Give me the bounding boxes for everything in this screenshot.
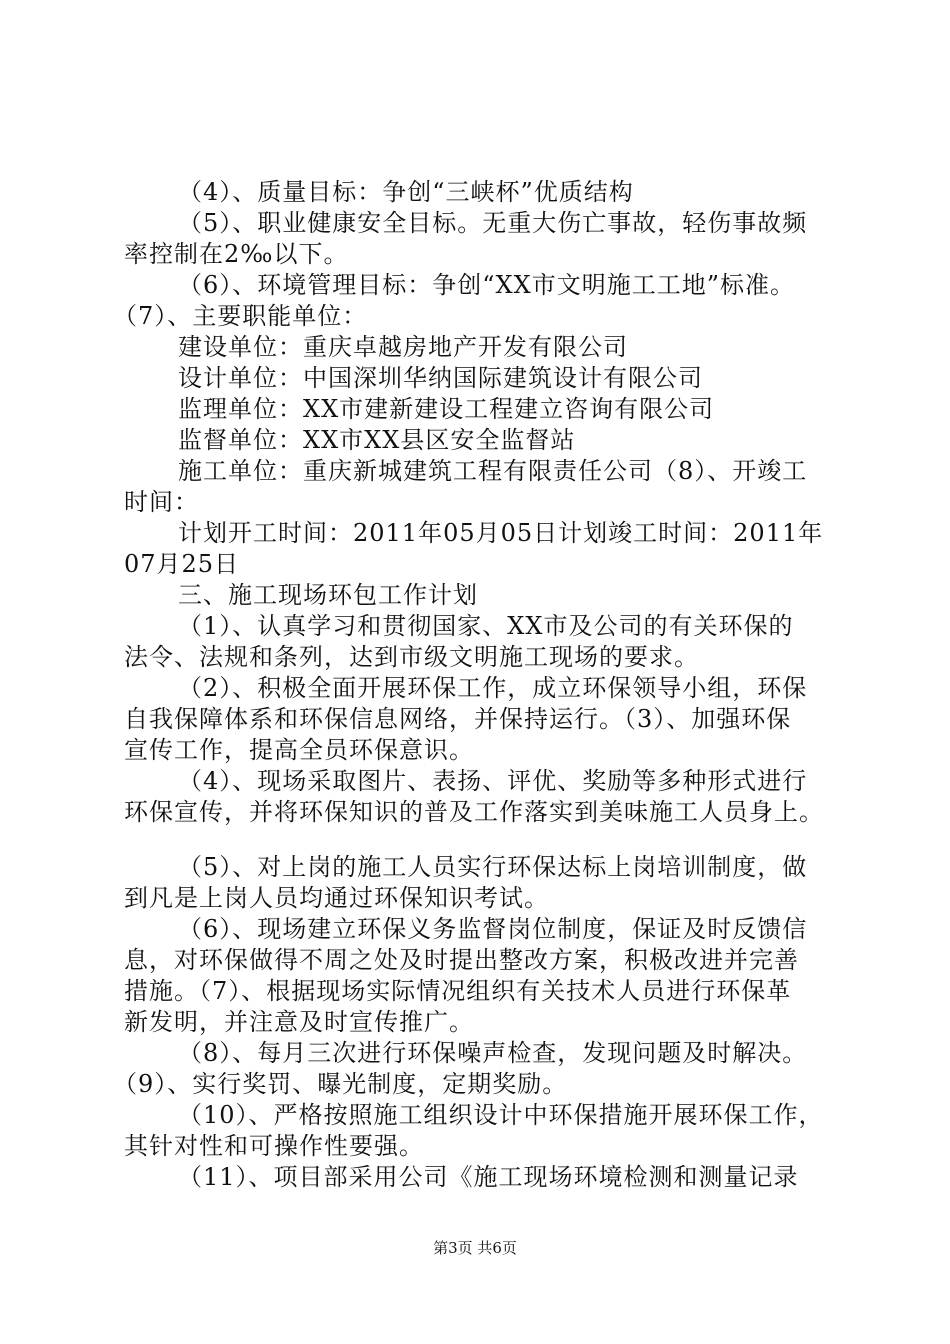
paragraph-line: 其针对性和可操作性要强。 — [124, 1132, 424, 1160]
paragraph-line: （2）、积极全面开展环保工作，成立环保领导小组，环保 — [178, 674, 808, 702]
paragraph-line: 法令、法规和条列，达到市级文明施工现场的要求。 — [124, 643, 699, 671]
paragraph-line: 自我保障体系和环保信息网络，并保持运行。（3）、加强环保 — [124, 705, 792, 733]
paragraph-line: 环保宣传，并将环保知识的普及工作落实到美味施工人员身上。 — [124, 798, 824, 826]
paragraph-line: 宣传工作，提高全员环保意识。 — [124, 736, 474, 764]
section-heading: 三、施工现场环包工作计划 — [178, 581, 478, 609]
paragraph-line: （6）、环境管理目标：争创“XX市文明施工工地”标准。 — [178, 271, 795, 299]
paragraph-line: 息，对环保做得不周之处及时提出整改方案，积极改进并完善 — [124, 946, 799, 974]
paragraph-line: 设计单位：中国深圳华纳国际建筑设计有限公司 — [178, 364, 703, 392]
paragraph-line: （9）、实行奖罚、曝光制度，定期奖励。 — [113, 1070, 568, 1098]
paragraph-line: 施工单位：重庆新城建筑工程有限责任公司（8）、开竣工 — [178, 457, 808, 485]
paragraph-line: （11）、项目部采用公司《施工现场环境检测和测量记录 — [178, 1163, 799, 1191]
paragraph-line: 新发明，并注意及时宣传推广。 — [124, 1008, 474, 1036]
paragraph-line: （5）、对上岗的施工人员实行环保达标上岗培训制度，做 — [178, 853, 808, 881]
paragraph-line: 建设单位：重庆卓越房地产开发有限公司 — [178, 333, 628, 361]
paragraph-line: 计划开工时间：2011年05月05日计划竣工时间：2011年 — [178, 519, 824, 547]
paragraph-line: （8）、每月三次进行环保噪声检查，发现问题及时解决。 — [178, 1039, 808, 1067]
paragraph-line: 时间： — [124, 488, 199, 516]
paragraph-line: （1）、认真学习和贯彻国家、XX市及公司的有关环保的 — [178, 612, 794, 640]
paragraph-line: （6）、现场建立环保义务监督岗位制度，保证及时反馈信 — [178, 915, 808, 943]
paragraph-line: （4）、质量目标：争创“三峡杯”优质结构 — [178, 178, 634, 206]
paragraph-line: 监督单位：XX市XX县区安全监督站 — [178, 426, 576, 454]
paragraph-line: （4）、现场采取图片、表扬、评优、奖励等多种形式进行 — [178, 767, 808, 795]
page-number: 第3页 共6页 — [433, 1239, 517, 1257]
paragraph-line: 监理单位：XX市建新建设工程建立咨询有限公司 — [178, 395, 715, 423]
paragraph-line: 到凡是上岗人员均通过环保知识考试。 — [124, 884, 549, 912]
paragraph-line: （5）、职业健康安全目标。无重大伤亡事故，轻伤事故频 — [178, 209, 808, 237]
paragraph-line: （10）、严格按照施工组织设计中环保措施开展环保工作， — [178, 1101, 824, 1129]
paragraph-line: 率控制在2‰以下。 — [124, 240, 349, 268]
paragraph-line: （7）、主要职能单位： — [113, 302, 368, 330]
paragraph-line: 07月25日 — [124, 550, 240, 578]
paragraph-line: 措施。（7）、根据现场实际情况组织有关技术人员进行环保革 — [124, 977, 792, 1005]
